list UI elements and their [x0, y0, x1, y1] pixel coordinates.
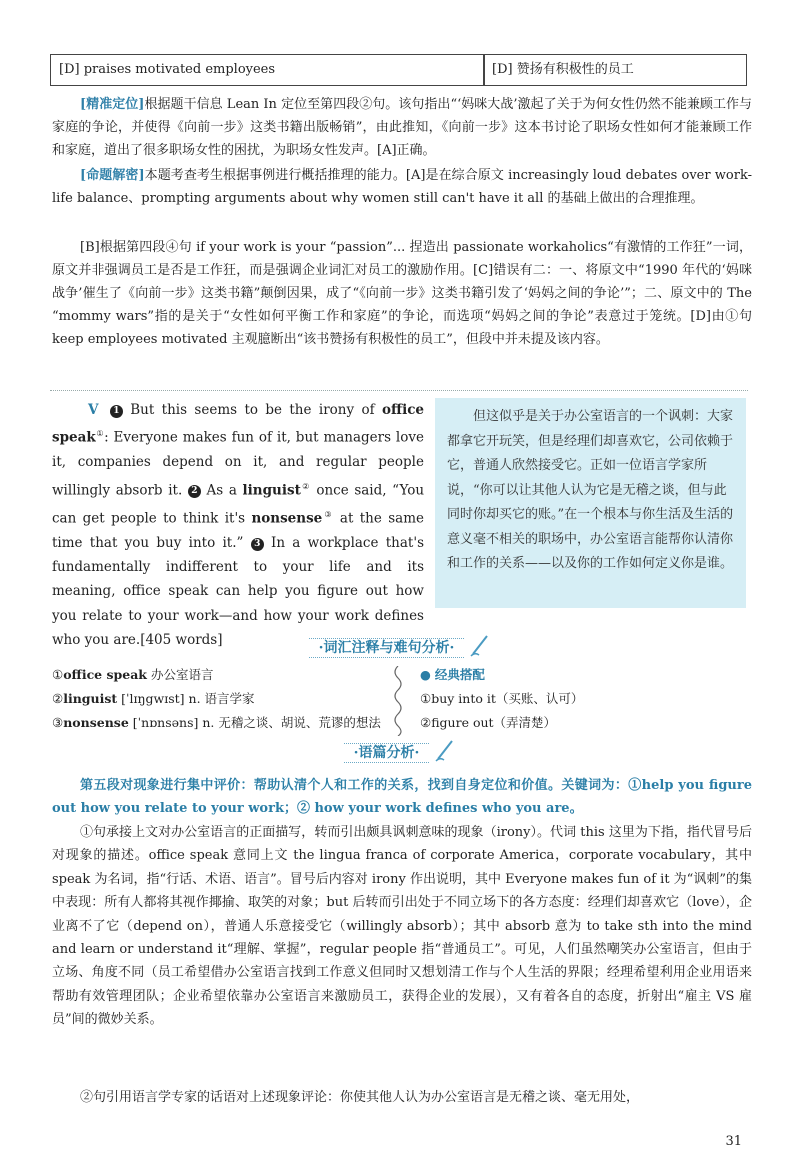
analysis-lead-line2: help you figure out how you relate to your work；② how your work defines who you are。: [52, 778, 752, 817]
footnote-1: ①: [95, 429, 105, 439]
option-d-english: [D] praises motivated employees: [59, 62, 276, 77]
page-number: 31: [725, 1134, 742, 1149]
question-analysis-text: 本题考查考生根据事例进行概括推理的能力。[A]是在综合原文 increasingly loud debates over work-life balance、prompting arguments about why women still can't have it all 的基础上做出的合理推理。: [52, 168, 752, 206]
analysis-lead: [52, 774, 752, 821]
analysis-section-header: ·语篇分析·: [344, 743, 430, 763]
sentence-marker-2: 2: [188, 485, 201, 498]
analysis-text-2: ②句引用语言学专家的话语对上述现象评论：你使其他人认为办公室语言是无稽之谈、毫无用处，: [80, 1090, 640, 1105]
table-divider: [483, 55, 485, 85]
collocation-title: 经典搭配: [434, 667, 485, 682]
sentence-2-end: at the same time that you buy into it.”: [52, 510, 424, 551]
vocab-list: [52, 663, 382, 735]
analysis-paragraph-1: [52, 821, 752, 1032]
keyword-nonsense: nonsense: [251, 510, 323, 527]
option-d-chinese: [D] 赞扬有积极性的员工: [492, 62, 634, 77]
section-divider: [50, 390, 748, 391]
keyword-linguist: linguist: [242, 482, 301, 499]
vocab-item: ③nonsense [ˈnɒnsəns] n. 无稽之谈、胡说、荒谬的想法: [52, 715, 381, 730]
question-analysis-tag: [命题解密]: [80, 168, 145, 183]
pen-icon: [434, 737, 456, 763]
paragraph-numeral: V: [88, 402, 99, 418]
positioning-tag: [精准定位]: [80, 97, 145, 112]
collocation-list: [420, 663, 740, 735]
collocation-item: ②figure out（弄清楚）: [420, 715, 557, 730]
sentence-3: In a workplace that's fundamentally indifferent to your life and its meaning, office speak can help you figure out how you relate to your work—and how your work defines who you are.: [52, 534, 424, 649]
analysis-text-1: ①句承接上文对办公室语言的正面描写，转而引出颇具讽刺意味的现象（irony）。代词 this 这里为下指，指代冒号后对现象的描述。office speak 意同上文 the lingua franca of corporate America，corporate vocabulary，其中 speak 为名词，指“行话、术语、语言”。冒号后内容对 irony 作出说明，其中 Everyone makes fun of it 为“讽刺”的集中表现：所有人都将其视作揶揄、取笑的对象；but 后转而引出处于不同立场下的各方态度：经理们却喜欢它（love），企业离不了它（depend on），普通人乐意接受它（willingly absorb）；其中 absorb 意为 to take sth into the mind and learn or understand it“理解、掌握”，regular people 指“普通员工”。可见，人们虽然嘲笑办公室语言，但由于立场、角度不同（员工希望借办公室语言找到工作意义但同时又想划清工作与个人生活的界限；经理希望利用企业用语来帮助有效管理团队；企业希望依靠办公室语言来激励员工，获得企业的发展），又有着各自的态度，折射出“雇主 VS 雇员”间的微妙关系。: [52, 825, 752, 1028]
vocab-item: ②linguist [ˈlɪŋgwɪst] n. 语言学家: [52, 691, 255, 706]
vocab-header-wrap: [0, 632, 800, 658]
collocation-item: ①buy into it（买账、认可）: [420, 691, 584, 706]
translation-box: [435, 398, 746, 608]
sentence-marker-1: 1: [110, 405, 123, 418]
keyword-office-speak: office speak: [52, 402, 425, 446]
word-count: [405 words]: [140, 632, 223, 649]
sentence-1-start: But this seems to be the irony of: [130, 402, 382, 418]
answer-option-table: [50, 54, 747, 86]
distractor-analysis-text: [B]根据第四段④句 if your work is your “passion”... 捏造出 passionate workaholics“有激情的工作狂”一词，原文并非强调员工是否是工作狂，而是强调企业词汇对员工的激励作用。[C]错误有二：一、将原文中“1990 年代的‘妈咪战争’催生了《向前一步》这类书籍”颠倒因果，成了“《向前一步》这类书籍引发了‘妈妈之间的争论’”；二、原文中的 The “mommy wars”指的是关于“女性如何平衡工作和家庭”的争论，而选项“妈妈之间的争论”表意过于笼统。[D]由①句 keep employees motivated 主观臆断出“该书赞扬有积极性的员工”，但段中并未提及该内容。: [52, 240, 752, 347]
footnote-3: ③: [322, 509, 334, 519]
wavy-divider: [391, 666, 405, 736]
sentence-1-end: : Everyone makes fun of it, but managers love it, companies depend on it, and regular people willingly absorb it.: [52, 429, 424, 499]
footnote-2: ②: [300, 481, 311, 491]
question-analysis-paragraph: [52, 164, 752, 210]
sentence-2-start: As a: [206, 482, 243, 499]
pen-icon: [469, 632, 491, 658]
bullet-icon: ●: [420, 667, 431, 682]
positioning-text: 根据题干信息 Lean In 定位至第四段②句。该句指出“‘妈咪大战’激起了关于为何女性仍然不能兼顾工作与家庭的争论，并使得《向前一步》这类书籍出版畅销”，由此推知，《向前一步》这本书讨论了职场女性如何才能兼顾工作和家庭，道出了很多职场女性的困扰，为职场女性发声。[A]正确。: [52, 97, 753, 158]
sentence-2-middle: once said, “You can get people to think it's: [52, 482, 425, 527]
vocab-item: ①office speak 办公室语言: [52, 667, 214, 682]
sentence-marker-3: 3: [251, 538, 264, 551]
vocab-section-header: ·词汇注释与难句分析·: [309, 638, 465, 658]
analysis-paragraph-2: [52, 1086, 752, 1109]
positioning-paragraph: [52, 93, 752, 162]
analysis-lead-line1: 第五段对现象进行集中评价：帮助认清个人和工作的关系，找到自身定位和价值。关键词为：①: [80, 778, 642, 793]
distractor-analysis-paragraph: [52, 236, 752, 351]
analysis-header-wrap: [0, 737, 800, 763]
english-passage: [52, 398, 424, 653]
translation-text: 但这似乎是关于办公室语言的一个讽刺：大家都拿它开玩笑，但是经理们却喜欢它，公司依赖于它，普通人欣然接受它。正如一位语言学家所说，“你可以让其他人认为它是无稽之谈，但与此同时你却买它的账。”在一个根本与你生活及生活的意义毫不相关的职场中，办公室语言能帮你认清你和工作的关系——以及你的工作如何定义你是谁。: [447, 409, 734, 571]
